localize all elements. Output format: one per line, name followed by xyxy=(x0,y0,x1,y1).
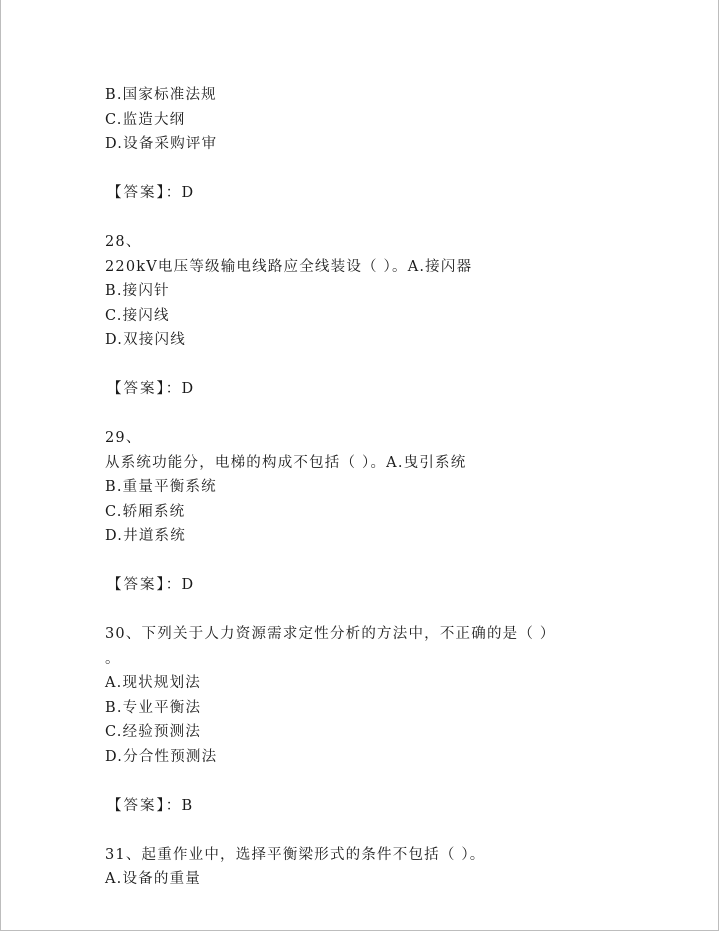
answer-option: C.接闪线 xyxy=(105,307,170,324)
answer-option: B.重量平衡系统 xyxy=(105,479,217,495)
answer-option: B.接闪针 xyxy=(105,283,170,299)
answer-label: 【答案】 xyxy=(107,577,166,593)
blank-spacer xyxy=(105,549,685,574)
blank-spacer xyxy=(105,598,685,623)
blank-spacer xyxy=(105,206,685,231)
answer-label: 【答案】 xyxy=(107,797,166,814)
answer-label: 【答案】 xyxy=(107,381,166,397)
answer-label: 【答案】 xyxy=(107,185,166,201)
answer-line xyxy=(107,377,685,402)
question-text: 30、下列关于人力资源需求定性分析的方法中，不正确的是（ ） xyxy=(105,626,556,642)
blank-spacer xyxy=(105,353,685,378)
answer-option: D.分合性预测法 xyxy=(105,748,218,765)
answer-value: ：B xyxy=(165,797,194,814)
answer-option: D.双接闪线 xyxy=(105,332,186,348)
answer-option: D.设备采购评审 xyxy=(105,136,218,152)
answer-line xyxy=(107,181,685,206)
answer-option: A.设备的重量 xyxy=(105,871,201,887)
answer-option: C.轿厢系统 xyxy=(105,503,186,520)
answer-option: C.经验预测法 xyxy=(105,724,202,740)
question-text: 。 xyxy=(105,650,121,667)
blank-spacer xyxy=(105,402,685,427)
answer-line xyxy=(107,573,685,598)
blank-spacer xyxy=(105,769,685,794)
question-number: 28、 xyxy=(105,234,142,250)
answer-option: C.监造大纲 xyxy=(105,111,186,128)
answer-value: ：D xyxy=(165,381,195,397)
answer-option: D.井道系统 xyxy=(105,528,186,544)
blank-spacer xyxy=(105,818,685,843)
answer-option: A.现状规划法 xyxy=(105,675,201,691)
question-number: 29、 xyxy=(105,430,142,446)
answer-value: ：D xyxy=(165,577,195,593)
blank-spacer xyxy=(105,157,685,182)
question-text: 从系统功能分，电梯的构成不包括（ ）。A.曳引系统 xyxy=(105,454,467,471)
answer-value: ：D xyxy=(165,185,195,201)
question-list xyxy=(105,83,685,892)
answer-option: B.国家标准法规 xyxy=(105,87,217,103)
question-text: 220kV电压等级输电线路应全线装设（ ）。A.接闪器 xyxy=(105,258,473,275)
question-text: 31、起重作业中，选择平衡梁形式的条件不包括（ ）。 xyxy=(105,846,486,863)
answer-line xyxy=(107,794,685,819)
answer-option: B.专业平衡法 xyxy=(105,699,202,716)
